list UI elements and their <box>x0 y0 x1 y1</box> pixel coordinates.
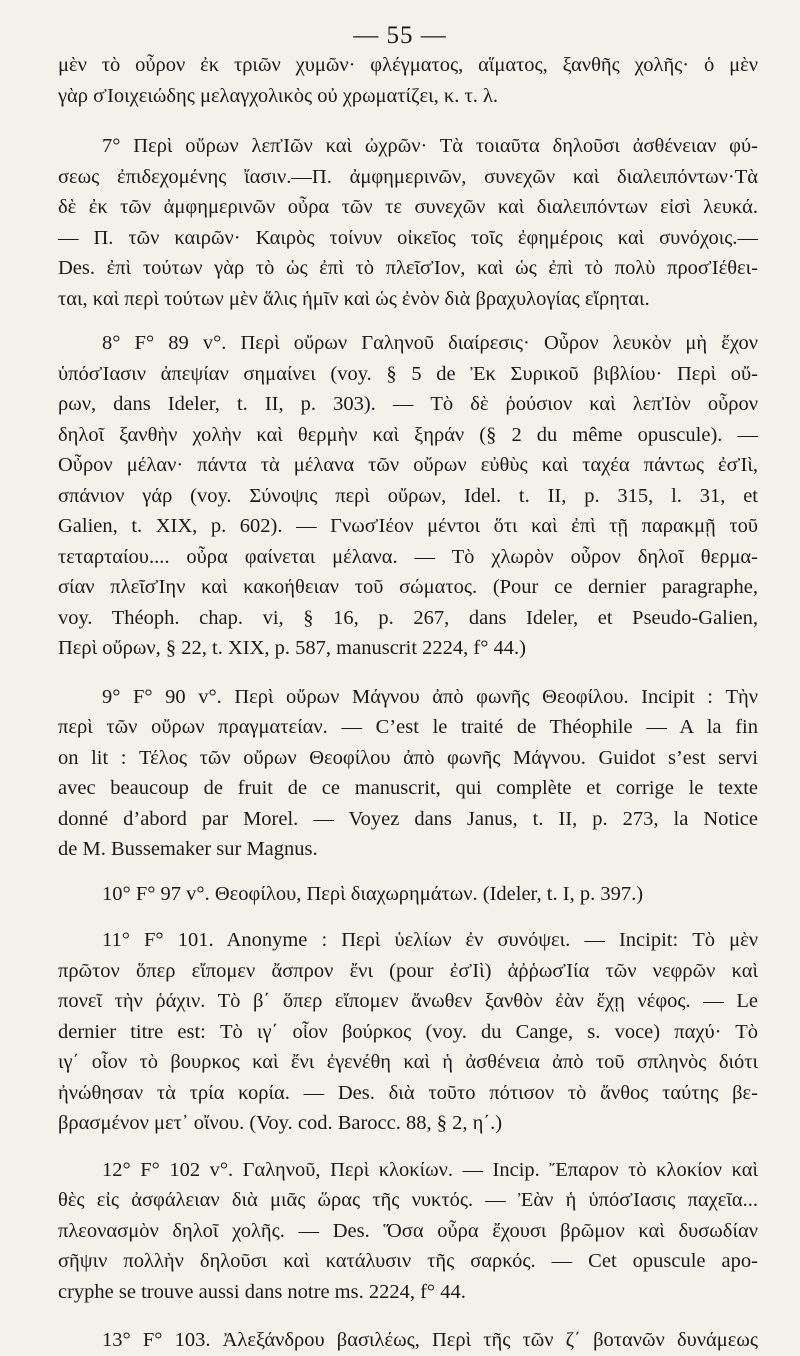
paragraph-11 <box>58 925 758 1139</box>
text-line: 7° Περὶ οὔρων λεπἸῶν καὶ ὠχρῶν· Τὰ τοιαῦτα δηλοῦσι ἀσθένειαν φύ- <box>102 135 758 157</box>
text-line: πονεῖ τὴν ῥάχιν. Τὸ β΄ ὅπερ εἴπομεν ἄνωθεν ξανθὸν ἐὰν ἔχῃ νέφος. — Le <box>58 990 758 1012</box>
text-line: σπάνιον γάρ (voy. Σύνοψις περὶ οὔρων, Idel. t. II, p. 315, l. 31, et <box>58 484 758 507</box>
text-line: Οὖρον μέλαν· πάντα τὰ μέλανα τῶν οὔρων εὐθὺς καὶ ταχέα πάντως ἐσἸὶ, <box>58 454 758 476</box>
text-line: 13° F° 103. Ἀλεξάνδρου βασιλέως, Περὶ τῆς τῶν ζ΄ βοτανῶν δυνάμεως <box>102 1329 758 1351</box>
text-line: δηλοῖ ξανθὴν χολὴν καὶ θερμὴν καὶ ξηράν (§ 2 du même opuscule). — <box>58 423 758 446</box>
body-text <box>58 50 758 1356</box>
text-line: cryphe se trouve aussi dans notre ms. 2224, f° 44. <box>58 1280 466 1303</box>
text-line: ται, καὶ περὶ τούτων μὲν ἅλις ἡμῖν καὶ ὡς ἐνὸν διὰ βραχυλογίας εἴρηται. <box>58 287 650 310</box>
text-line: 12° F° 102 v°. Γαληνοῦ, Περὶ κλοκίων. — Incip. Ἔπαρον τὸ κλοκίον καὶ <box>102 1158 758 1181</box>
text-line: σίαν πλεῖσἸην καὶ κακοήθειαν τοῦ σώματος. (Pour ce dernier paragraphe, <box>58 576 758 598</box>
paragraph-7 <box>58 131 758 314</box>
text-line: σεως ἐπιδεχομένης ἴασιν.—Π. ἀμφημερινῶν, συνεχῶν καὶ διαλειπόντων·Τὰ <box>58 165 758 188</box>
paragraph-intro <box>58 50 758 111</box>
text-line: de M. Bussemaker sur Magnus. <box>58 838 318 860</box>
text-line: θὲς εἰς ἀσφάλειαν διὰ μιᾶς ὥρας τῆς νυκτός. — Ἐὰν ἡ ὑπόσἸασις παχεῖα... <box>58 1189 758 1211</box>
text-line: βρασμένον μετ᾽ οἴνου. (Voy. cod. Barocc. 88, § 2, η΄.) <box>58 1112 503 1134</box>
text-line: δὲ ἐκ τῶν ἀμφημερινῶν οὖρα τῶν τε συνεχῶν καὶ διαλειπόντων εἰσὶ λευκά. <box>58 196 758 218</box>
text-line: voy. Théoph. chap. vi, § 16, p. 267, dans Ideler, et Pseudo-Galien, <box>58 606 758 629</box>
text-line: Galien, t. XIX, p. 602). — ΓνωσἸέον μέντοι ὅτι καὶ ἐπὶ τῇ παρακμῇ τοῦ <box>58 515 758 537</box>
text-line: γὰρ σἸοιχειώδης μελαγχολικὸς οὐ χρωματίζει, κ. τ. λ. <box>58 84 499 107</box>
text-line: σῆψιν πολλὴν δηλοῦσι καὶ κατάλυσιν τῆς σαρκός. — Cet opuscule apo- <box>58 1250 758 1272</box>
text-line: 9° F° 90 v°. Περὶ οὔρων Μάγνου ἀπὸ φωνῆς Θεοφίλου. Incipit : Τὴν <box>102 685 758 708</box>
text-line: on lit : Τέλος τῶν οὔρων Θεοφίλου ἀπὸ φωνῆς Μάγνου. Guidot s’est servi <box>58 746 758 769</box>
text-line: ὑπόσἸασιν ἀπεψίαν σημαίνει (voy. § 5 de Ἐκ Συρικοῦ βιβλίου· Περὶ οὔ- <box>58 362 758 385</box>
text-line: — Π. τῶν καιρῶν· Καιρὸς τοίνυν οἰκεῖος τοῖς ἐφημέροις καὶ συνόχοις.— <box>58 226 758 249</box>
text-line: μὲν τὸ οὖρον ἐκ τριῶν χυμῶν· φλέγματος, αἵματος, ξανθῆς χολῆς· ὁ μὲν <box>58 54 758 76</box>
paragraph-8 <box>58 328 758 664</box>
text-line: Des. ἐπὶ τούτων γὰρ τὸ ὡς ἐπὶ τὸ πλεῖσἸον, καὶ ὡς ἐπὶ τὸ πολὺ προσἸέθει- <box>58 257 758 279</box>
page-number: — 55 — <box>353 22 447 49</box>
text-line: πρῶτον ὅπερ εἴπομεν ἄσπρον ἔνι (pour ἐσἸὶ) ἀῤῥωσἸία τῶν νεφρῶν καὶ <box>58 959 758 982</box>
text-line: dernier titre est: Τὸ ιγ΄ οἷον βούρκος (voy. du Cange, s. voce) παχύ· Τὸ <box>58 1020 758 1043</box>
paragraph-9 <box>58 682 758 865</box>
text-line: πλεονασμὸν δηλοῖ χολῆς. — Des. Ὅσα οὖρα ἔχουσι βρῶμον καὶ δυσωδίαν <box>58 1219 758 1242</box>
paragraph-10 <box>58 879 758 910</box>
text-line: 11° F° 101. Anonyme : Περὶ ὑελίων ἐν συνόψει. — Incipit: Τὸ μὲν <box>102 929 758 951</box>
paragraph-12 <box>58 1155 758 1308</box>
text-line: donné d’abord par Morel. — Voyez dans Janus, t. II, p. 273, la Notice <box>58 807 758 830</box>
text-line: 8° F° 89 v°. Περὶ οὔρων Γαληνοῦ διαίρεσις· Οὖρον λευκὸν μὴ ἔχον <box>102 332 758 354</box>
text-line: ἠνώθησαν τὰ τρία κορία. — Des. διὰ τοῦτο πότισον τὸ ἄνθος ταύτης βε- <box>58 1081 758 1104</box>
text-line: avec beaucoup de fruit de ce manuscrit, qui complète et corrige le texte <box>58 777 758 799</box>
paragraph-13 <box>58 1325 758 1356</box>
text-line: 10° F° 97 v°. Θεοφίλου, Περὶ διαχωρημάτων. (Ideler, t. I, p. 397.) <box>102 882 644 905</box>
text-line: τεταρταίου.... οὖρα φαίνεται μέλανα. — Τὸ χλωρὸν οὖρον δηλοῖ θερμα- <box>58 545 758 568</box>
text-line: Περὶ οὔρων, § 22, t. XIX, p. 587, manuscrit 2224, f° 44.) <box>58 637 526 659</box>
text-line: ρων, dans Ideler, t. II, p. 303). — Τὸ δὲ ῥούσιον καὶ λεπἸὸν οὖρον <box>58 393 758 415</box>
text-line: περὶ τῶν οὔρων πραγματείαν. — C’est le traité de Théophile — A la fin <box>58 716 758 738</box>
text-line: ιγ΄ οἷον τὸ βουρκος καὶ ἔνι ἐγενέθη καὶ ἡ ἀσθένεια ἀπὸ τοῦ σπληνὸς διότι <box>58 1051 758 1073</box>
